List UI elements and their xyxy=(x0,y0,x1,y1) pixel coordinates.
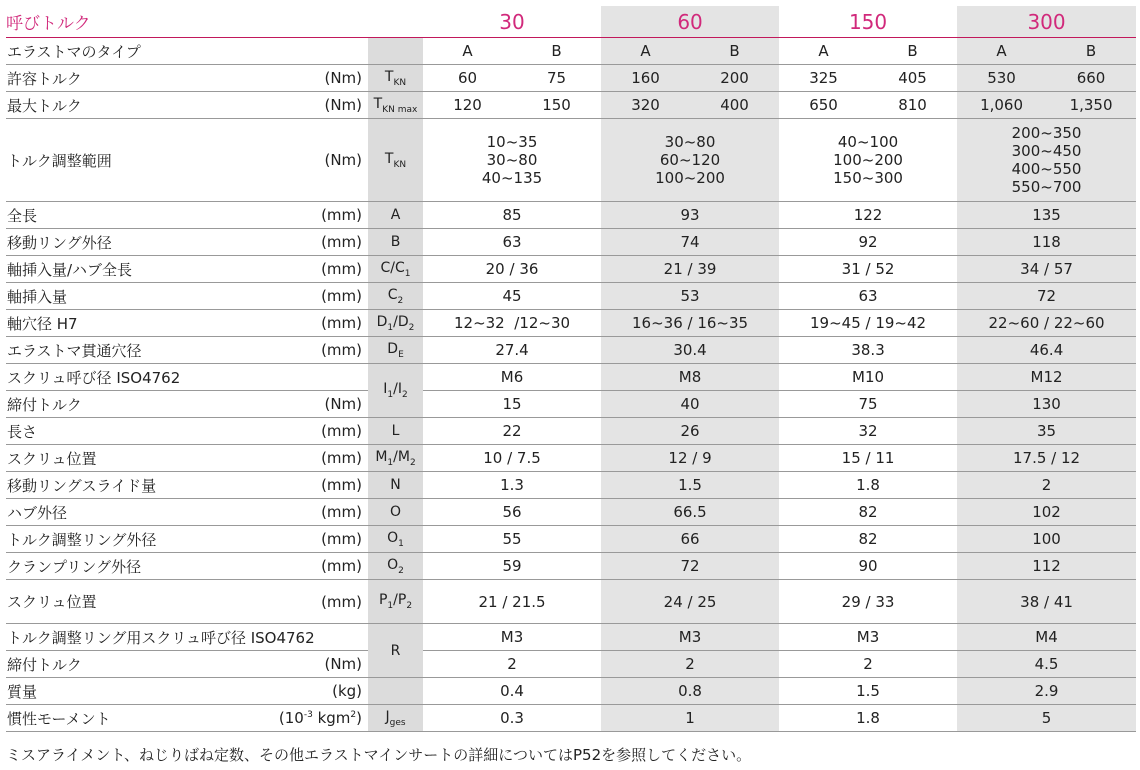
size-30: 30 xyxy=(423,6,601,38)
table-row: 移動リング外径 (mm) B 63 74 92 118 xyxy=(6,229,1136,256)
size-150: 150 xyxy=(779,6,957,38)
table-row: トルク調整リング用スクリュ呼び径 ISO4762 R M3 M3 M3 M4 xyxy=(6,624,1136,651)
table-row: トルク調整範囲 (Nm) $T_{KN}$ 10~35 30~80 40~135 30~80 60~120 100~200 40~100 100~200 150~300 200~350 300~450 400~550 550~700 xyxy=(6,119,1136,202)
symbol: $T_{KN}$ xyxy=(368,65,423,92)
table-row: 長さ (mm) L 22 26 32 35 xyxy=(6,418,1136,445)
table-row: 全長 (mm) A 85 93 122 135 xyxy=(6,202,1136,229)
header-row xyxy=(6,6,1136,38)
table-row: 軸挿入量/ハブ全長 (mm) $C/C_1$ 20 / 36 21 / 39 31 / 52 34 / 57 xyxy=(6,256,1136,283)
table-row: 最大トルク (Nm) $T_{KN max}$ 120 150 320 400 650 810 1,060 1,350 xyxy=(6,92,1136,119)
table-row: スクリュ位置 (mm) $M_1/M_2$ 10 / 7.5 12 / 9 15 / 11 17.5 / 12 xyxy=(6,445,1136,472)
table-row: 締付トルク (Nm) 15 40 75 130 xyxy=(6,391,1136,418)
table-row: 質量 (kg) 0.4 0.8 1.5 2.9 xyxy=(6,678,1136,705)
table-row: 許容トルク (Nm) $T_{KN}$ 60 75 160 200 325 405 530 660 xyxy=(6,65,1136,92)
table-row: スクリュ位置 (mm) $P_1/P_2$ 21 / 21.5 24 / 25 29 / 33 38 / 41 xyxy=(6,580,1136,624)
header-title: 呼びトルク xyxy=(6,6,368,38)
table-row: 移動リングスライド量 (mm) N 1.3 1.5 1.8 2 xyxy=(6,472,1136,499)
table-row: 慣性モーメント ($10^{-3}$ kgm$^2$) $J_{ges}$ 0.3 1 1.8 5 xyxy=(6,705,1136,732)
table-row: エラストマ貫通穴径 (mm) $D_E$ 27.4 30.4 38.3 46.4 xyxy=(6,337,1136,364)
size-60: 60 xyxy=(601,6,779,38)
table-row: エラストマのタイプ A B A B A B A B xyxy=(6,38,1136,65)
symbol: $T_{KN max}$ xyxy=(368,92,423,119)
table-row: 締付トルク (Nm) 2 2 2 4.5 xyxy=(6,651,1136,678)
table-row: トルク調整リング外径 (mm) $O_1$ 55 66 82 100 xyxy=(6,526,1136,553)
spec-table xyxy=(6,6,1136,732)
table-row: クランプリング外径 (mm) $O_2$ 59 72 90 112 xyxy=(6,553,1136,580)
table-row: 軸穴径 H7 (mm) $D_1/D_2$ 12~32 /12~30 16~36 / 16~35 19~45 / 19~42 22~60 / 22~60 xyxy=(6,310,1136,337)
footnote: ミスアライメント、ねじりばね定数、その他エラストマインサートの詳細についてはP52を参照してください。 xyxy=(6,746,752,764)
table-row: スクリュ呼び径 ISO4762 $I_1/I_2$ M6 M8 M10 M12 xyxy=(6,364,1136,391)
table-row: 軸挿入量 (mm) $C_2$ 45 53 63 72 xyxy=(6,283,1136,310)
symbol: $T_{KN}$ xyxy=(368,119,423,202)
row-label: エラストマのタイプ xyxy=(6,38,368,65)
size-300: 300 xyxy=(957,6,1136,38)
table-row: ハブ外径 (mm) O 56 66.5 82 102 xyxy=(6,499,1136,526)
